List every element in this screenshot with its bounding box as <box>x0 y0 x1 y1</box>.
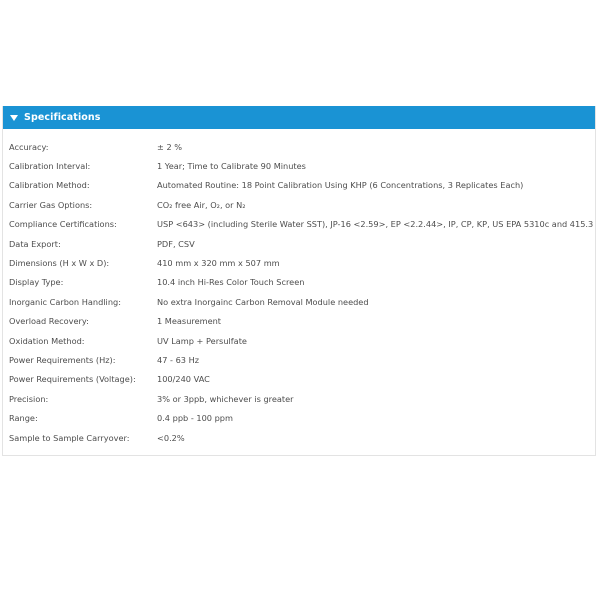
spec-value: 1 Measurement <box>157 316 222 327</box>
caret-down-icon <box>10 115 18 121</box>
spec-value: 410 mm x 320 mm x 507 mm <box>157 258 280 269</box>
spec-value: ± 2 % <box>157 141 183 152</box>
spec-value: USP <643> (including Sterile Water SST), JP-16 <2.59>, EP <2.2.44>, IP, CP, KP, US EPA 5310c and 415.3 <box>157 219 594 230</box>
spec-value: 3% or 3ppb, whichever is greater <box>157 393 294 404</box>
spec-label: Overload Recovery: <box>9 316 89 327</box>
spec-label: Inorganic Carbon Handling: <box>9 296 121 307</box>
spec-label: Power Requirements (Hz): <box>9 354 116 365</box>
spec-row-calibration-interval <box>3 156 595 175</box>
spec-row-dimensions <box>3 253 595 272</box>
spec-value: Automated Routine: 18 Point Calibration Using KHP (6 Concentrations, 3 Replicates Each) <box>157 180 524 191</box>
spec-value: CO₂ free Air, O₂, or N₂ <box>157 199 246 210</box>
spec-label: Calibration Interval: <box>9 161 91 172</box>
spec-label: Dimensions (H x W x D): <box>9 258 110 269</box>
spec-row-power-requirements-voltage <box>3 370 595 389</box>
spec-label: Display Type: <box>9 277 64 288</box>
spec-row-sample-carryover <box>3 428 595 447</box>
spec-value: UV Lamp + Persulfate <box>157 335 247 346</box>
spec-label: Sample to Sample Carryover: <box>9 432 130 443</box>
spec-row-accuracy <box>3 137 595 156</box>
spec-value: 0.4 ppb - 100 ppm <box>157 413 233 424</box>
specifications-panel <box>2 106 596 456</box>
spec-value: 100/240 VAC <box>157 374 210 385</box>
spec-label: Oxidation Method: <box>9 335 85 346</box>
spec-row-oxidation-method <box>3 331 595 350</box>
spec-row-carrier-gas-options <box>3 195 595 214</box>
spec-value: No extra Inorgainc Carbon Removal Module needed <box>157 296 369 307</box>
spec-row-compliance-certifications <box>3 215 595 234</box>
spec-row-range <box>3 408 595 427</box>
spec-row-calibration-method <box>3 176 595 195</box>
spec-row-precision <box>3 389 595 408</box>
spec-row-display-type <box>3 273 595 292</box>
spec-value: 1 Year; Time to Calibrate 90 Minutes <box>157 161 306 172</box>
spec-label: Precision: <box>9 393 49 404</box>
spec-row-inorganic-carbon-handling <box>3 292 595 311</box>
spec-value: PDF, CSV <box>157 238 195 249</box>
specifications-title: Specifications <box>24 112 101 123</box>
spec-value: 10.4 inch Hi-Res Color Touch Screen <box>157 277 305 288</box>
spec-label: Calibration Method: <box>9 180 90 191</box>
spec-label: Compliance Certifications: <box>9 219 117 230</box>
spec-value: <0.2% <box>157 432 185 443</box>
spec-label: Carrier Gas Options: <box>9 199 93 210</box>
spec-label: Accuracy: <box>9 141 49 152</box>
specifications-header[interactable] <box>3 106 595 129</box>
spec-row-data-export <box>3 234 595 253</box>
spec-value: 47 - 63 Hz <box>157 354 200 365</box>
spec-label: Range: <box>9 413 38 424</box>
spec-label: Power Requirements (Voltage): <box>9 374 136 385</box>
spec-row-power-requirements-hz <box>3 350 595 369</box>
spec-row-overload-recovery <box>3 312 595 331</box>
specifications-table <box>3 129 595 447</box>
spec-label: Data Export: <box>9 238 61 249</box>
